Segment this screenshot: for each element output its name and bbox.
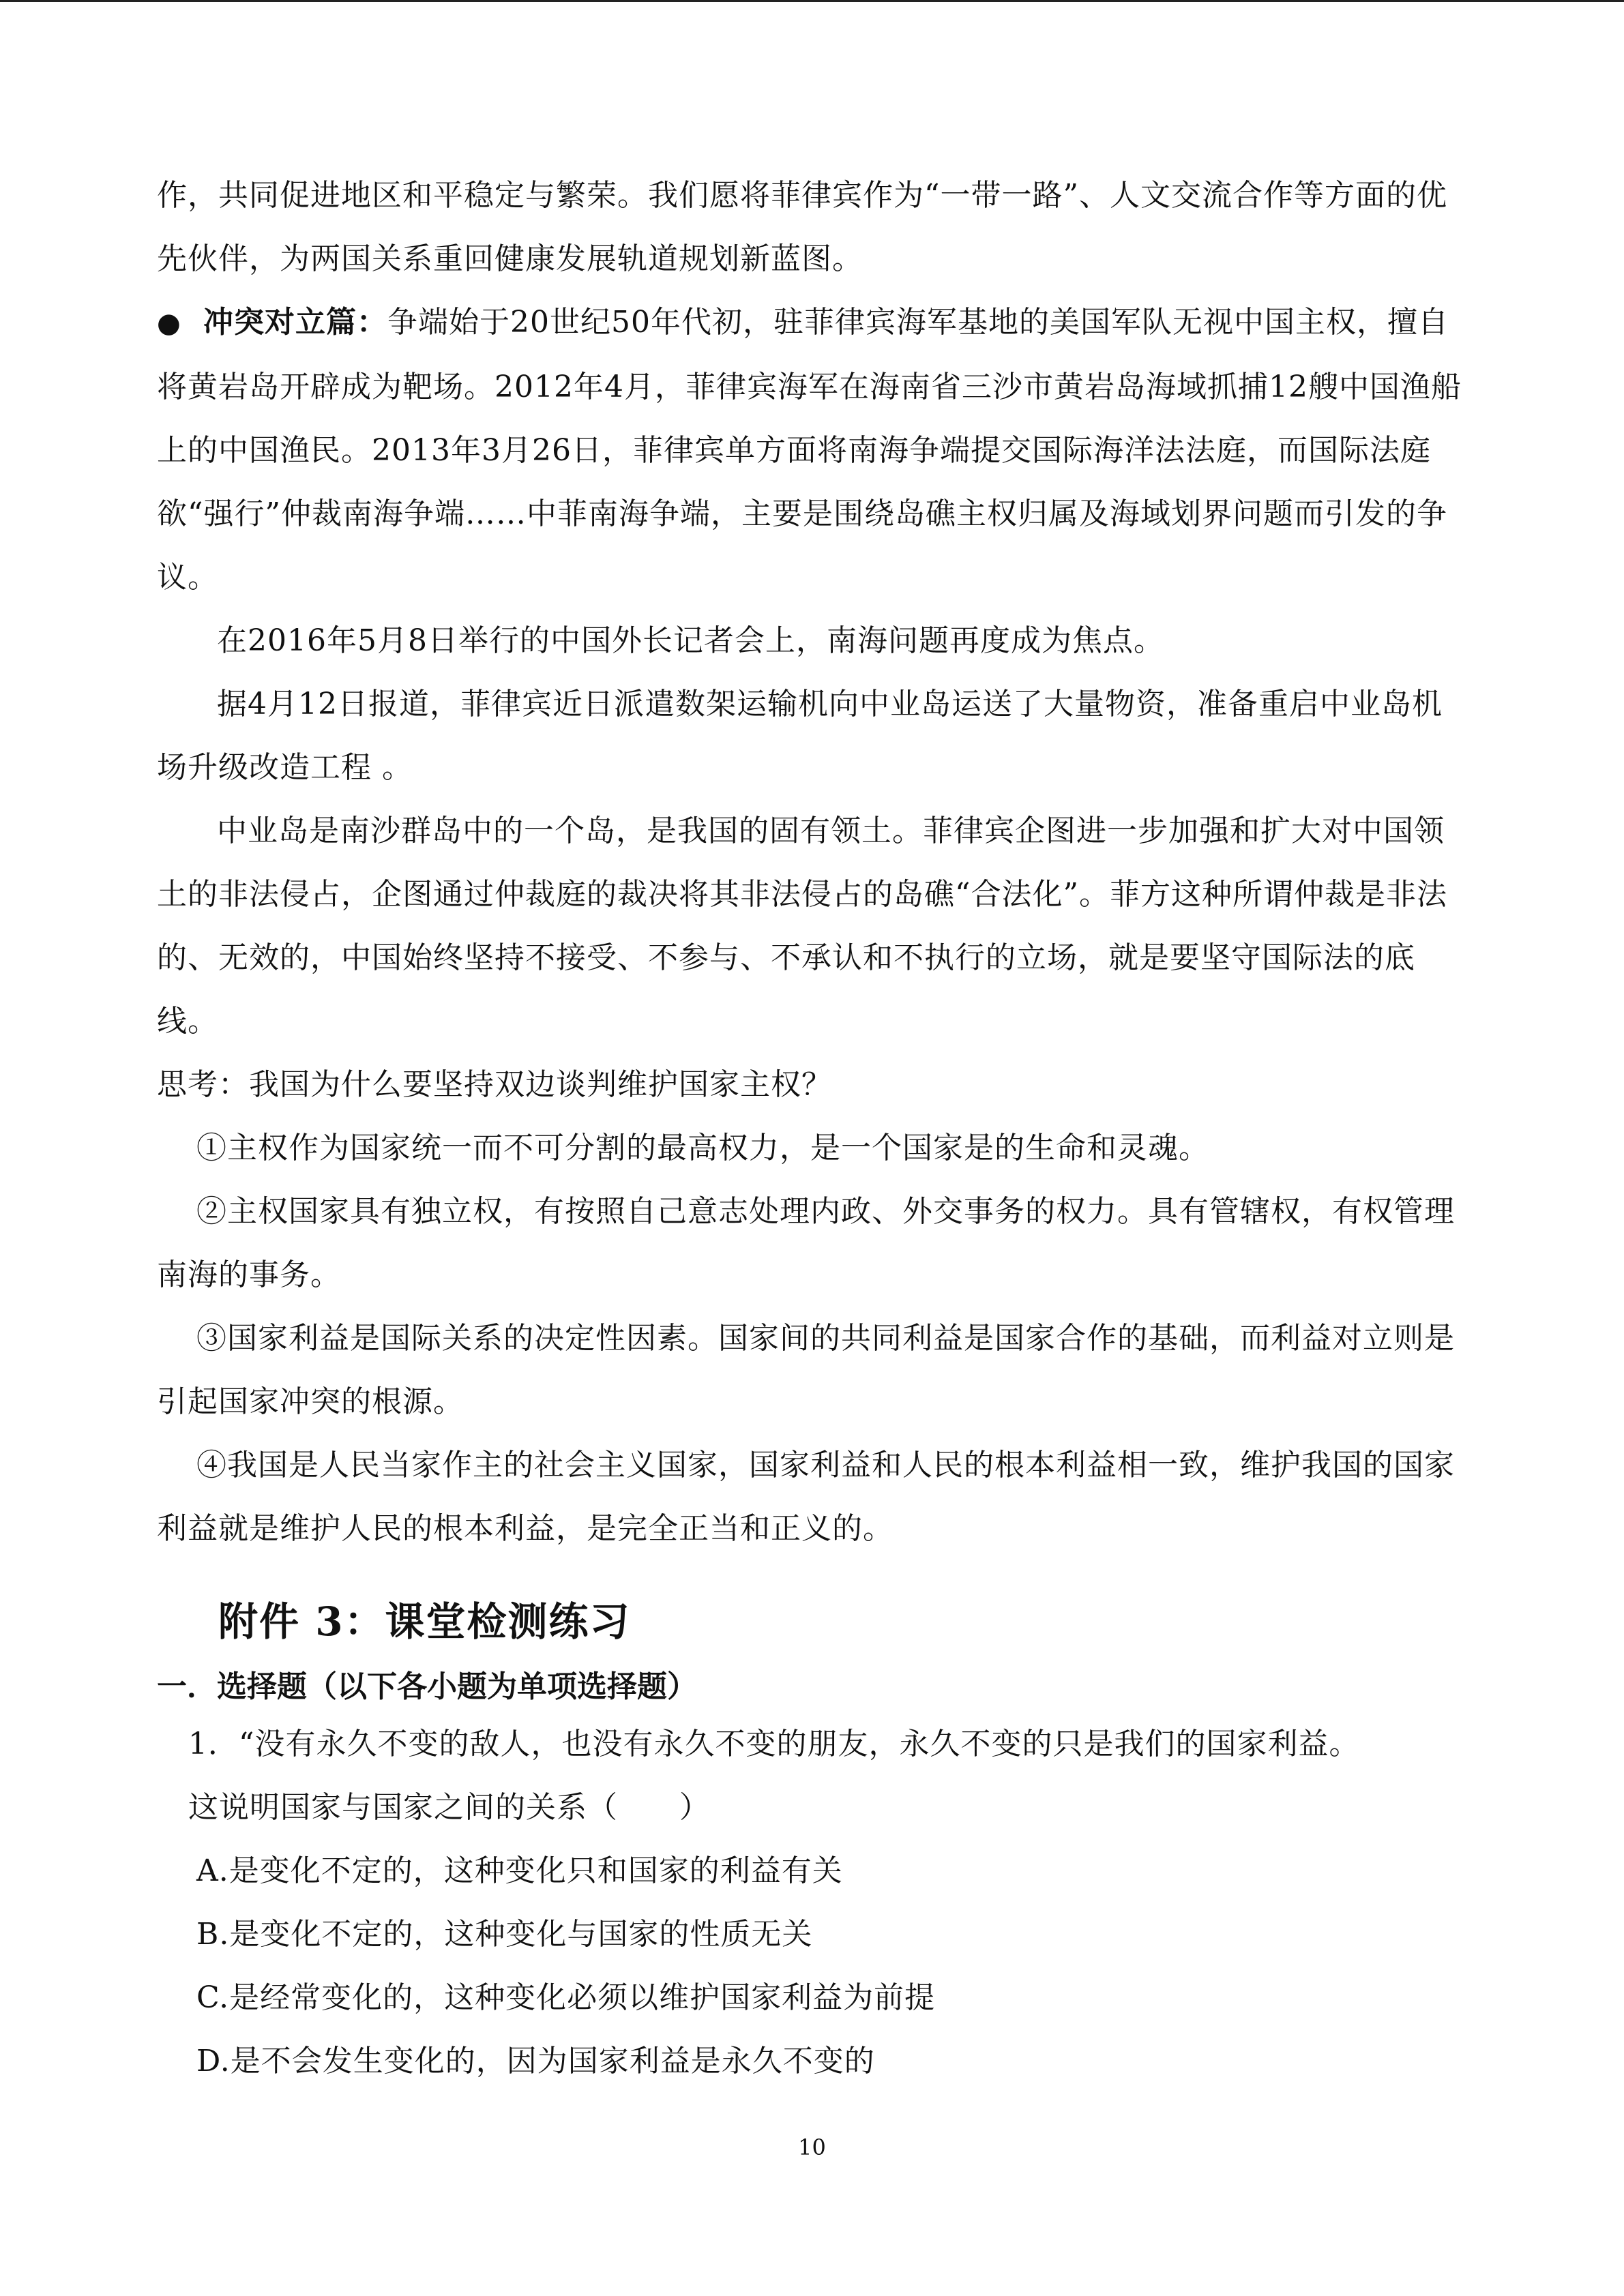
- conflict-text: 争端始于20世纪50年代初，驻菲律宾海军基地的美国军队无视中国主权，擅自将黄岩岛开辟成为靶场。2012年4月，菲律宾海军在海南省三沙市黄岩岛海域抓捕12艘中国渔船上的中国渔民。2013年3月26日，菲律宾单方面将南海争端提交国际海洋法法庭，而国际法庭欲“强行”仲裁南海争端……中菲南海争端，主要是围绕岛礁主权归属及海域划界问题而引发的争议。: [157, 305, 1462, 595]
- option-a: A.是变化不定的，这种变化只和国家的利益有关: [196, 1853, 843, 1888]
- option-b: B.是变化不定的，这种变化与国家的性质无关: [196, 1917, 813, 1952]
- document-page: [157, 164, 1466, 2093]
- body-paragraph-3: 中业岛是南沙群岛中的一个岛，是我国的固有领土。菲律宾企图进一步加强和扩大对中国领土的非法侵占，企图通过仲裁庭的裁决将其非法侵占的岛礁“合法化”。菲方这种所谓仲裁是非法的、无效的，中国始终坚持不接受、不参与、不承认和不执行的立场，就是要坚守国际法的底线。: [157, 814, 1447, 1039]
- conflict-title: 冲突对立篇：: [203, 305, 387, 340]
- think-question: 思考：我国为什么要坚持双边谈判维护国家主权？: [157, 1067, 832, 1102]
- think-point-1: ①主权作为国家统一而不可分割的最高权力，是一个国家是的生命和灵魂。: [196, 1131, 1209, 1165]
- question-1-line-2: 这说明国家与国家之间的关系（ ）: [188, 1790, 710, 1825]
- page-number: 10: [798, 2134, 826, 2160]
- conflict-paragraph: [157, 290, 1466, 609]
- think-point-4: ④我国是人民当家作主的社会主义国家，国家利益和人民的根本利益相一致，维护我国的国家利益就是维护人民的根本利益，是完全正当和正义的。: [157, 1448, 1455, 1546]
- think-point-2: ②主权国家具有独立权，有按照自己意志处理内政、外交事务的权力。具有管辖权，有权管理南海的事务。: [157, 1194, 1455, 1292]
- body-paragraph-1: 在2016年5月8日举行的中国外长记者会上，南海问题再度成为焦点。: [217, 623, 1164, 658]
- section-heading: 一．选择题（以下各小题为单项选择题）: [157, 1669, 697, 1704]
- body-paragraph-2: 据4月12日报道，菲律宾近日派遣数架运输机向中业岛运送了大量物资，准备重启中业岛机场升级改造工程 。: [157, 687, 1443, 785]
- think-point-3: ③国家利益是国际关系的决定性因素。国家间的共同利益是国家合作的基础，而利益对立则是引起国家冲突的根源。: [157, 1321, 1455, 1419]
- question-1-line-1: 1．“没有永久不变的敌人，也没有永久不变的朋友，永久不变的只是我们的国家利益。: [188, 1727, 1360, 1761]
- page-top-border: [0, 0, 1624, 2]
- intro-paragraph: 作，共同促进地区和平稳定与繁荣。我们愿将菲律宾作为“一带一路”、人文交流合作等方面的优先伙伴，为两国关系重回健康发展轨道规划新蓝图。: [157, 178, 1447, 276]
- bullet-icon: ●: [157, 308, 181, 339]
- option-d: D.是不会发生变化的，因为国家利益是永久不变的: [196, 2044, 875, 2078]
- appendix-title: 附件 3：课堂检测练习: [218, 1598, 631, 1645]
- option-c: C.是经常变化的，这种变化必须以维护国家利益为前提: [196, 1980, 936, 2015]
